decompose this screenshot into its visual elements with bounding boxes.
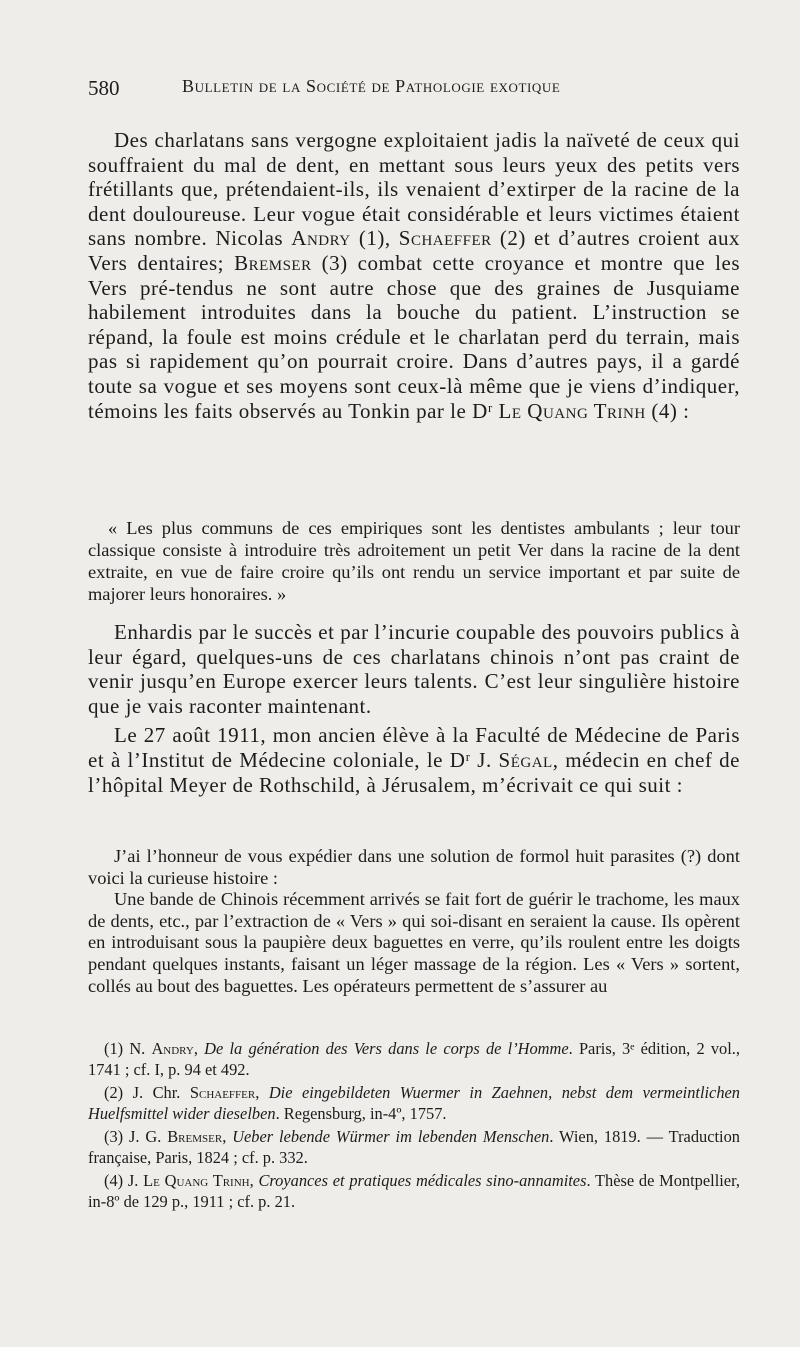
footnote-2: (2) J. Chr. Schaeffer, Die eingebildeten Wuermer in Zaehnen, nebst dem vermeintlichen Huelfsmittel wider dieselben. Regensburg, in-4º, 1757. <box>88 1083 740 1123</box>
footnote-number: (2) J. Chr. <box>104 1083 190 1102</box>
letter-paragraph-2: Une bande de Chinois récemment arrivés se fait fort de guérir le trachome, les maux de dents, etc., par l’extraction de « Vers » qui soi-disant en seraient la cause. Ils opèrent en introduisant sous la paupière deux baguettes en verre, qu’ils roulent entre les doigts pendant quelques instants, faisant un léger massage de la région. Les « Vers » sortent, collés au bout des baguettes. Les opérateurs permettent de s’assurer au <box>88 889 740 996</box>
letter-paragraph-1: J’ai l’honneur de vous expédier dans une solution de formol huit parasites (?) dont voici la curieuse histoire : <box>88 846 740 888</box>
footnote-author: Andry <box>151 1039 194 1058</box>
footnote-details: . Paris, 3ᵉ édition, 2 vol., 1741 ; cf. I, p. 94 et 492. <box>88 1039 740 1079</box>
footnote-title: Ueber lebende Würmer im lebenden Menschen <box>232 1127 550 1146</box>
footnote-author: Schaeffer <box>189 1083 256 1102</box>
footnote-details: . Regensburg, in-4º, 1757. <box>275 1104 447 1123</box>
block-quote: « Les plus communs de ces empiriques sont les dentistes ambulants ; leur tour classique consiste à introduire très adroitement un petit Ver dans la racine de la dent extraite, en vue de faire croire qu’ils ont rendu un service important et par suite de majorer leurs honoraires. » <box>88 518 740 604</box>
footnote-details: . Thèse de Montpellier, in-8º de 129 p., 1911 ; cf. p. 21. <box>88 1171 740 1211</box>
footnote-author: Bremser <box>167 1127 223 1146</box>
footnote-details: . Wien, 1819. — Traduction française, Paris, 1824 ; cf. p. 332. <box>88 1127 740 1167</box>
paragraph-1-text: (2) et d’autres croient aux Vers dentaires; <box>88 226 740 275</box>
author-name-schaeffer: Schaeffer <box>398 226 492 251</box>
footnote-title: Die eingebildeten Wuermer in Zaehnen, nebst dem vermeintlichen Huelfsmittel wider dieselben <box>88 1083 740 1123</box>
paragraph-1-text: Des charlatans sans vergogne exploitaient jadis la naïveté de ceux qui souffraient du mal de dent, en mettant sous leurs yeux des petits vers frétillants que, prétendaient-ils, ils venaient d’extirper de la racine de la dent douloureuse. Leur vogue était considérable et leurs victimes étaient sans nombre. Nicolas <box>88 128 740 251</box>
footnote-3: (3) J. G. Bremser, Ueber lebende Würmer im lebenden Menschen. Wien, 1819. — Traduction française, Paris, 1824 ; cf. p. 332. <box>88 1127 740 1167</box>
running-title: Bulletin de la Société de Pathologie exotique <box>182 76 561 96</box>
author-name-segal: Ségal <box>498 747 553 772</box>
paragraph-1 <box>88 128 740 423</box>
paragraph-3-text: , médecin en chef de l’hôpital Meyer de Rothschild, à Jérusalem, m’écrivait ce qui suit : <box>88 747 740 797</box>
page-number: 580 <box>88 76 120 100</box>
paragraph-2: Enhardis par le succès et par l’incurie coupable des pouvoirs publics à leur égard, quelques-uns de ces charlatans chinois n’ont pas craint de venir jusqu’en Europe exercer leurs talents. C’est leur singulière histoire que je vais raconter maintenant. <box>88 620 740 718</box>
quoted-letter <box>88 846 740 997</box>
paragraph-1-text: (4) : <box>645 398 690 423</box>
paragraph-1-text: (3) combat cette croyance et montre que les Vers pré-tendus ne sont autre chose que des graines de Jusquiame habilement introduites dans la bouche du patient. L’instruction se répand, la foule est moins crédule et le charlatan perd du terrain, mais pas si rapidement qu’on pourrait croire. Dans d’autres pays, il a gardé toute sa vogue et ses moyens sont ceux-là même que je viens d’indiquer, témoins les faits observés au Tonkin par le Dʳ <box>88 250 740 423</box>
paragraph-3 <box>88 723 740 797</box>
footnotes <box>88 1038 740 1214</box>
footnote-title: Croyances et pratiques médicales sino-annamites <box>258 1171 587 1190</box>
paragraph-3-text: Le 27 août 1911, mon ancien élève à la Faculté de Médecine de Paris et à l’Institut de Médecine coloniale, le Dʳ J. <box>88 723 740 772</box>
footnote-4: (4) J. Le Quang Trinh, Croyances et pratiques médicales sino-annamites. Thèse de Montpellier, in-8º de 129 p., 1911 ; cf. p. 21. <box>88 1171 740 1211</box>
footnote-title: De la génération des Vers dans le corps de l’Homme <box>204 1039 569 1058</box>
author-name-andry: Andry <box>291 226 351 251</box>
author-name-trinh: Le Quang Trinh <box>498 398 646 423</box>
author-name-bremser: Bremser <box>234 250 312 275</box>
footnote-number: (3) J. G. <box>104 1127 168 1146</box>
body-text-upper <box>88 128 740 423</box>
footnote-1: (1) N. Andry, De la génération des Vers dans le corps de l’Homme. Paris, 3ᵉ édition, 2 vol., 1741 ; cf. I, p. 94 et 492. <box>88 1039 740 1079</box>
page-header <box>88 76 748 110</box>
footnote-number: (1) N. <box>104 1039 152 1058</box>
body-text-middle <box>88 620 740 797</box>
paragraph-1-text: (1), <box>350 226 399 251</box>
footnote-author: Le Quang Trinh <box>143 1171 250 1190</box>
footnote-number: (4) J. <box>104 1171 144 1190</box>
